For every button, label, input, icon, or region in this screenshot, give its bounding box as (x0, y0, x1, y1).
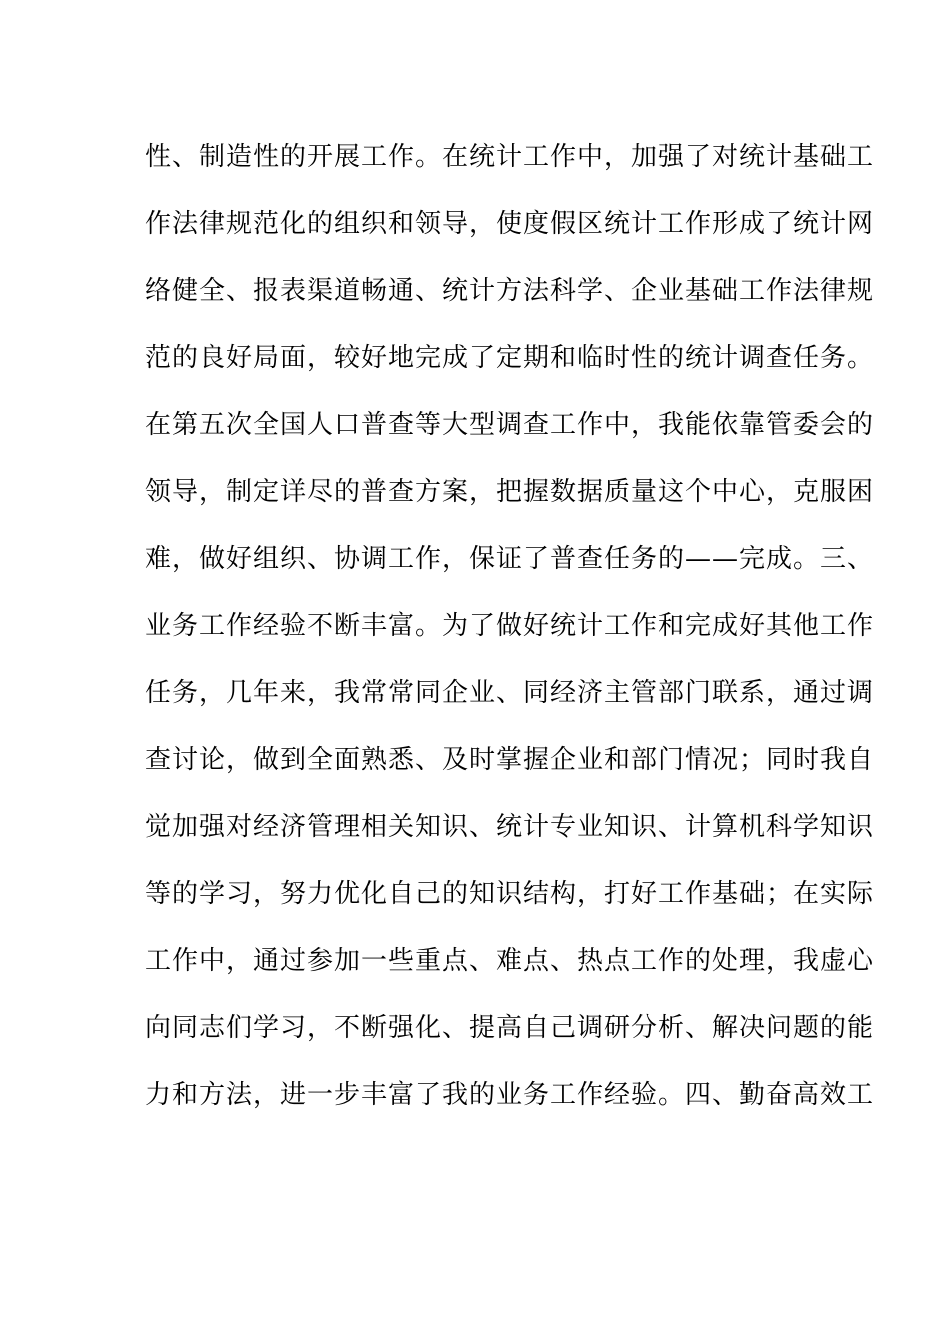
text-line: 作法律规范化的组织和领导，使度假区统计工作形成了统计网 (145, 209, 875, 239)
text-line: 在第五次全国人口普查等大型调查工作中，我能依靠管委会的 (145, 410, 875, 440)
text-line: 查讨论，做到全面熟悉、及时掌握企业和部门情况；同时我自 (145, 745, 875, 775)
text-line: 领导，制定详尽的普查方案，把握数据质量这个中心，克服困 (145, 477, 875, 507)
body-text (145, 134, 875, 1139)
text-line: 任务，几年来，我常常同企业、同经济主管部门联系，通过调 (145, 678, 875, 708)
text-line: 范的良好局面，较好地完成了定期和临时性的统计调查任务。 (145, 343, 875, 373)
text-line: 业务工作经验不断丰富。为了做好统计工作和完成好其他工作 (145, 611, 875, 641)
text-line: 向同志们学习，不断强化、提高自己调研分析、解决问题的能 (145, 1013, 875, 1043)
text-line: 络健全、报表渠道畅通、统计方法科学、企业基础工作法律规 (145, 276, 875, 306)
text-line: 等的学习，努力优化自己的知识结构，打好工作基础；在实际 (145, 879, 875, 909)
text-line: 工作中，通过参加一些重点、难点、热点工作的处理，我虚心 (145, 946, 875, 976)
text-line: 力和方法，进一步丰富了我的业务工作经验。四、勤奋高效工 (145, 1080, 875, 1110)
text-line: 觉加强对经济管理相关知识、统计专业知识、计算机科学知识 (145, 812, 875, 842)
text-line: 性、制造性的开展工作。在统计工作中，加强了对统计基础工 (145, 142, 875, 172)
text-line: 难，做好组织、协调工作，保证了普查任务的——完成。三、 (145, 544, 875, 574)
